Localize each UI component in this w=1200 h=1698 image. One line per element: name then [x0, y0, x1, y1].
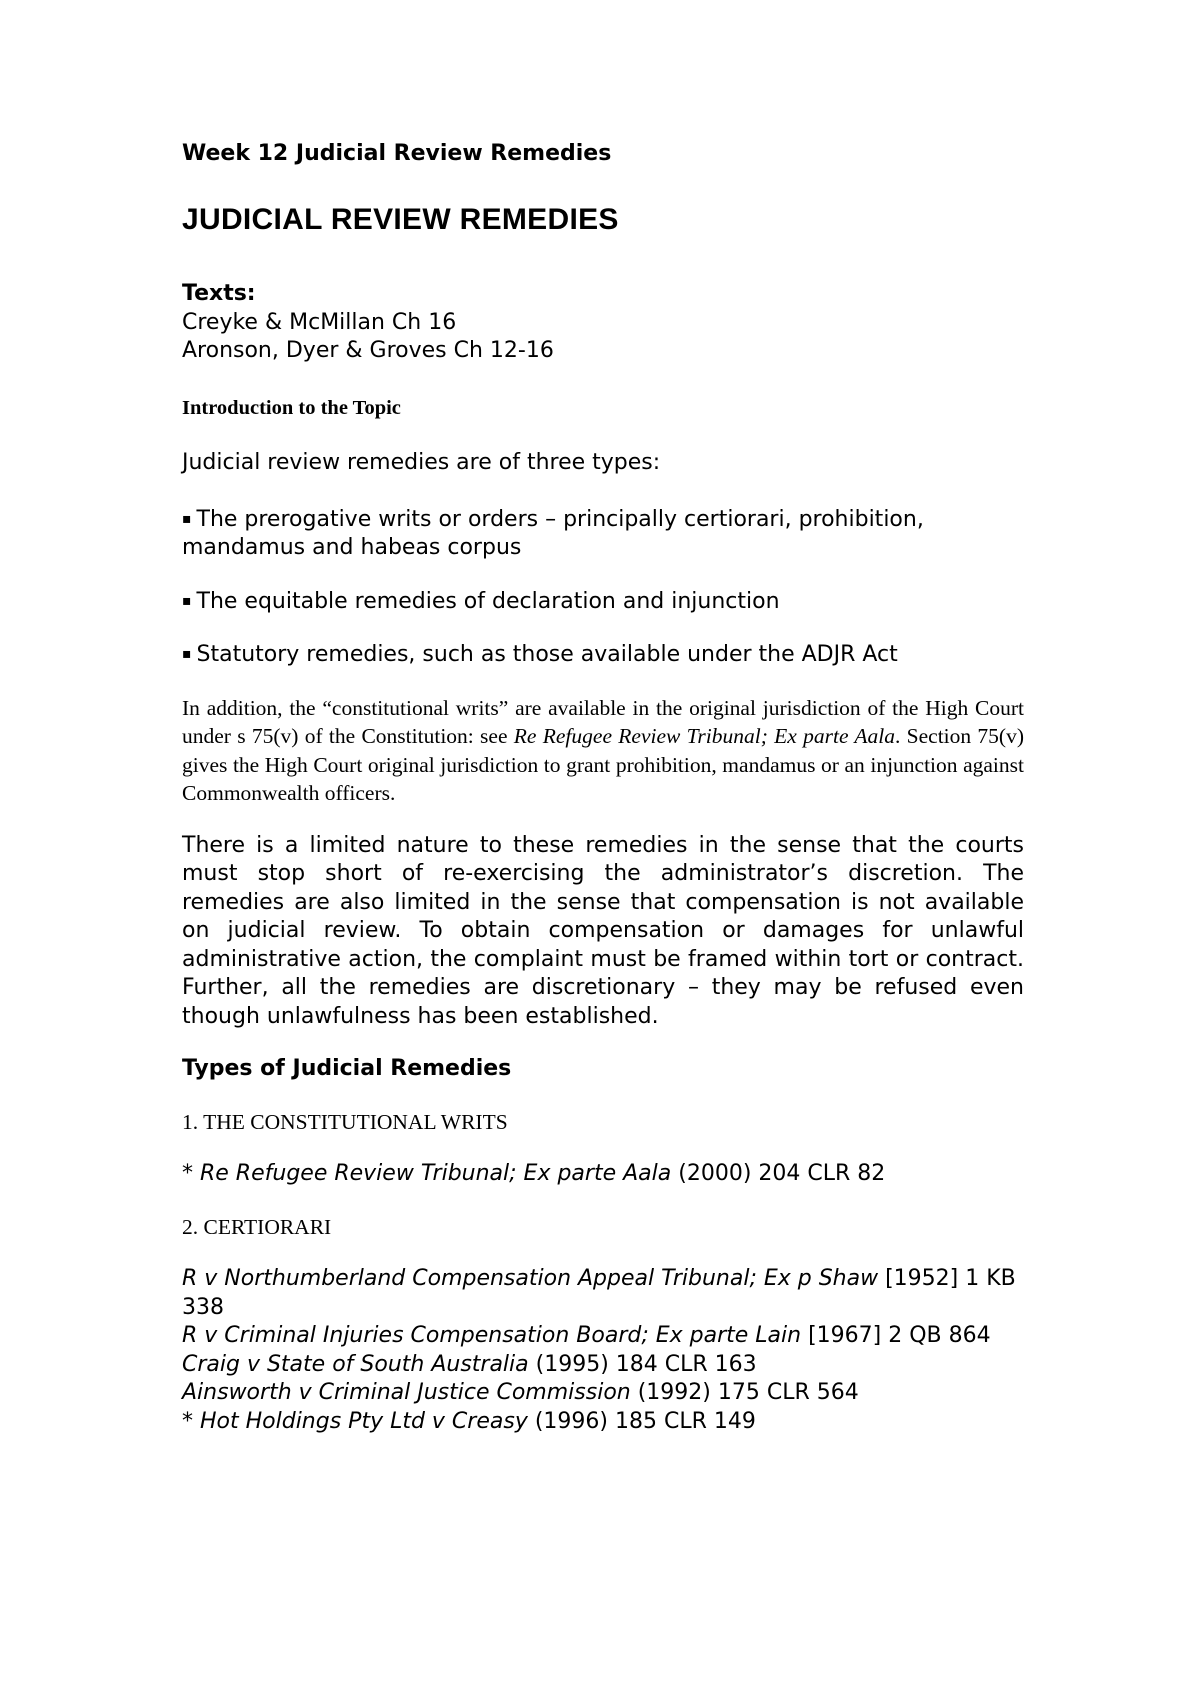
intro-lead: Judicial review remedies are of three types:: [182, 450, 661, 475]
case-citation: [182, 1408, 1024, 1437]
limitations-paragraph: There is a limited nature to these remedies in the sense that the courts must stop short of re-exercising the administrator’s discretion. The remedies are also limited in the sense that compensation is not available on judicial review. To obtain compensation or damages for unlawful administrative action, the complaint must be framed within tort or contract. Further, all the remedies are discretionary – they may be refused even though unlawfulness has been established.: [182, 832, 1024, 1029]
case-name: Re Refugee Review Tribunal; Ex parte Aala: [513, 724, 895, 748]
types-heading: Types of Judicial Remedies: [182, 1056, 512, 1081]
case-cite: [1952] 1 KB 338: [182, 1266, 1016, 1320]
addition-paragraph: [182, 694, 1024, 808]
bullet-item: [182, 505, 1024, 563]
addition-text: . Section 75(v) gives the High Court original jurisdiction to grant prohibition, mandamus or an injunction against Commonwealth officers.: [182, 724, 1024, 805]
bullet-text: Statutory remedies, such as those available under the ADJR Act: [196, 642, 898, 667]
text-reference: Aronson, Dyer & Groves Ch 12-16: [182, 338, 554, 363]
document-body: [182, 140, 1024, 1436]
bullet-text: The equitable remedies of declaration and injunction: [196, 588, 780, 614]
main-title: JUDICIAL REVIEW REMEDIES: [182, 203, 619, 236]
case-name: * Re Refugee Review Tribunal; Ex parte Aala: [182, 1161, 672, 1186]
bullet-item: [182, 587, 1024, 617]
case-list: [182, 1265, 1024, 1436]
bullet-icon: ▪: [182, 592, 192, 609]
case-cite: (1995) 184 CLR 163: [528, 1351, 757, 1377]
case-name: R v Northumberland Compensation Appeal Tribunal; Ex p Shaw: [182, 1266, 879, 1291]
case-citation: [182, 1351, 1024, 1380]
case-cite: (1992) 175 CLR 564: [630, 1380, 859, 1405]
intro-heading: Introduction to the Topic: [182, 396, 401, 419]
case-cite: [1967] 2 QB 864: [801, 1323, 991, 1348]
case-name: Ainsworth v Criminal Justice Commission: [182, 1380, 631, 1405]
case-name: * Hot Holdings Pty Ltd v Creasy: [182, 1408, 528, 1434]
bullet-text: The prerogative writs or orders – principally certiorari, prohibition, mandamus and habeas corpus: [182, 506, 924, 560]
section-title: 2. CERTIORARI: [182, 1214, 332, 1239]
week-title: Week 12 Judicial Review Remedies: [182, 141, 612, 166]
case-citation: [182, 1379, 1024, 1408]
case-name: R v Criminal Injuries Compensation Board; Ex parte Lain: [182, 1323, 802, 1348]
bullet-item: [182, 640, 1024, 670]
bullet-icon: ▪: [182, 510, 192, 527]
case-cite: (1996) 185 CLR 149: [527, 1408, 756, 1434]
section-title: 1. THE CONSTITUTIONAL WRITS: [182, 1109, 508, 1134]
addition-text: In addition, the “constitutional writs” are available in the original jurisdiction of the High Court under s 75(v) of the Constitution: see: [182, 695, 1024, 748]
case-citation: [182, 1322, 1024, 1351]
texts-label: Texts:: [182, 281, 256, 306]
case-cite: (2000) 204 CLR 82: [671, 1161, 886, 1186]
bullet-icon: ▪: [182, 646, 192, 662]
case-citation: [182, 1160, 1024, 1189]
case-name: Craig v State of South Australia: [182, 1351, 529, 1377]
text-reference: Creyke & McMillan Ch 16: [182, 309, 457, 335]
case-citation: [182, 1265, 1024, 1322]
